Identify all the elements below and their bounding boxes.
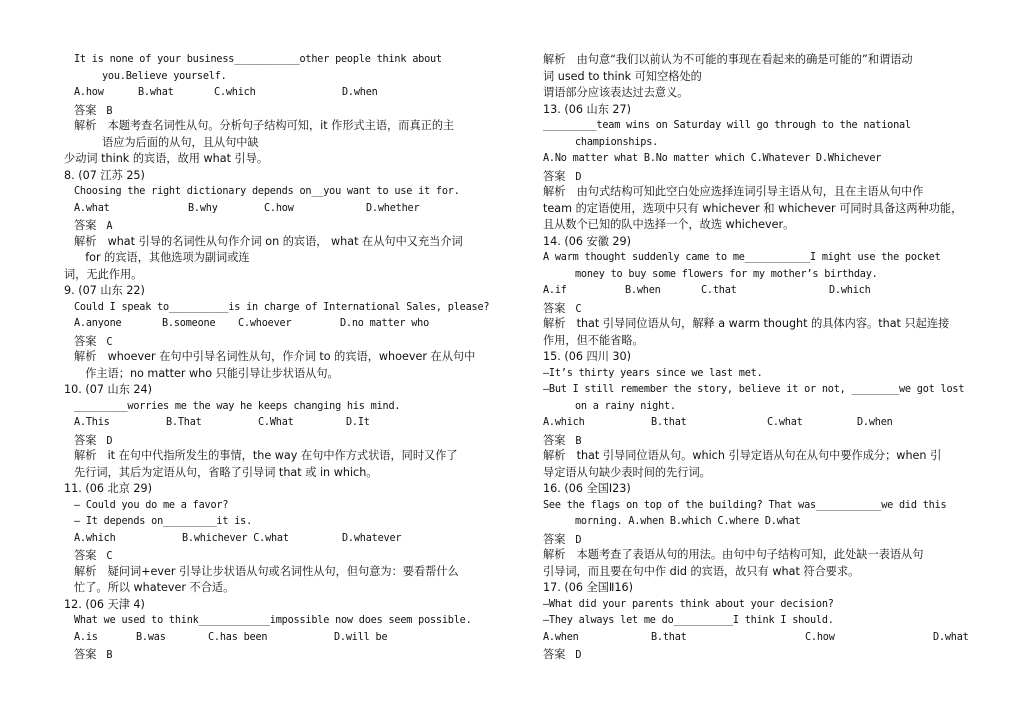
question-line: A.No matter what B.No matter which C.Whatever D.Whichever [543, 153, 882, 164]
explanation-line: 忙了。所以 whatever 不合适。 [74, 581, 235, 594]
answer-options [64, 85, 512, 102]
answer-options [64, 531, 512, 548]
answer-value: C [575, 303, 582, 315]
explanation-line: 解析 that 引导同位语从句。which 引导定语从句在从句中要作成分；when 引 [543, 449, 942, 462]
answer-value: B [106, 105, 113, 117]
question-line: money to buy some flowers for my mother’s birthday. [575, 268, 878, 280]
explanation-line: 作用，但不能省略。 [543, 333, 644, 347]
answer-label: 答案 [74, 103, 97, 117]
question-number: 10. (07 山东 24) [64, 383, 153, 396]
question-line: — It depends on_________it is. [74, 516, 253, 527]
answer-line [543, 531, 1005, 548]
explanation-line: 解析 that 引导同位语从句，解释 a warm thought 的具体内容。that 只起连接 [543, 317, 950, 330]
explanation-line: 解析 由句式结构可知此空白处应选择连词引导主语从句，且在主语从句中作 [543, 185, 924, 198]
answer-line [64, 547, 512, 564]
option-choice: B.was [136, 631, 166, 643]
explanation-line: 解析 由句意“我们以前认为不可能的事现在看起来的确是可能的”和谓语动 [543, 53, 913, 66]
answer-line [543, 300, 1005, 317]
option-choice: A.This [74, 417, 110, 428]
question-line: you.Believe yourself. [102, 70, 227, 82]
answer-value: B [575, 435, 582, 447]
question-number: 11. (06 北京 29) [64, 482, 153, 495]
explanation-line: for 的宾语，其他选项为副词或连 [74, 251, 250, 264]
option-choice: C.which [214, 87, 256, 98]
explanation-line: 少动词 think 的宾语，故用 what 引导。 [64, 152, 269, 165]
question-line: —They always let me do__________I think I should. [543, 615, 834, 626]
question-line: morning. A.when B.which C.where D.what [575, 516, 801, 527]
answer-line [64, 646, 512, 663]
option-choice: D.whether [366, 202, 420, 214]
option-choice: A.which [74, 532, 116, 544]
answer-line [64, 217, 512, 234]
answer-value: B [106, 650, 113, 661]
option-choice: D.It [346, 417, 370, 428]
option-choice: C.what [767, 417, 803, 428]
explanation-line: 词，无此作用。 [64, 267, 143, 281]
option-choice: C.that [701, 285, 737, 296]
left-column [64, 52, 512, 663]
explanation-line: 解析 本题考查了表语从句的用法。由句中句子结构可知，此处缺一表语从句 [543, 548, 924, 561]
explanation-line: 解析 what 引导的名词性从句作介词 on 的宾语， what 在从句中又充当介词 [74, 234, 463, 248]
answer-options [543, 630, 1005, 647]
answer-value: C [106, 336, 113, 348]
option-choice: D.when [342, 87, 378, 98]
question-line: Could I speak to__________is in charge of International Sales, please? [74, 301, 490, 313]
option-choice: B.when [625, 285, 661, 296]
option-choice: C.how [264, 202, 294, 214]
answer-options [64, 201, 512, 218]
option-choice: A.when [543, 631, 579, 643]
answer-options [64, 630, 512, 647]
option-choice: D.when [857, 417, 893, 428]
answer-label: 答案 [74, 334, 97, 348]
answer-value: C [106, 551, 113, 562]
option-choice: B.that [651, 631, 687, 643]
answer-label: 答案 [543, 532, 566, 546]
answer-value: D [575, 171, 582, 183]
answer-label: 答案 [543, 433, 566, 447]
explanation-line: 解析 本题考查名词性从句。分析句子结构可知，it 作形式主语，而真正的主 [74, 119, 455, 132]
explanation-line: 解析 whoever 在句中引导名词性从句，作介词 to 的宾语，whoever 在从句中 [74, 350, 476, 363]
answer-value: D [575, 534, 582, 546]
option-choice: B.whichever C.what [182, 532, 289, 544]
question-number: 13. (06 山东 27) [543, 102, 632, 116]
answer-label: 答案 [543, 648, 566, 661]
explanation-line: 先行词，其后为定语从句，省略了引导词 that 或 in which。 [74, 465, 378, 479]
explanation-line: team 的定语使用，选项中只有 whichever 和 whichever 可同时具备这两种功能， [543, 201, 963, 215]
question-line: — Could you do me a favor? [74, 499, 229, 511]
question-number: 9. (07 山东 22) [64, 284, 145, 297]
question-line: What we used to think____________impossible now does seem possible. [74, 615, 472, 626]
question-line: —It’s thirty years since we last met. [543, 367, 763, 379]
option-choice: D.what [933, 631, 969, 643]
explanation-line: 导定语从句缺少表时间的先行词。 [543, 465, 711, 479]
question-line: championships. [575, 136, 659, 148]
option-choice: C.What [258, 417, 294, 428]
option-choice: B.what [138, 87, 174, 98]
answer-line [64, 432, 512, 449]
option-choice: A.what [74, 202, 110, 214]
question-line: _________worries me the way he keeps changing his mind. [74, 400, 401, 412]
question-line: on a rainy night. [575, 400, 676, 412]
question-line: —But I still remember the story, believe it or not, ________we got lost [543, 384, 965, 395]
answer-label: 答案 [74, 219, 97, 232]
answer-label: 答案 [74, 433, 97, 447]
option-choice: D.which [829, 285, 871, 296]
answer-options [64, 415, 512, 432]
explanation-line: 解析 it 在句中代指所发生的事情，the way 在句中作方式状语，同时又作了 [74, 449, 458, 462]
answer-line [543, 168, 1005, 185]
answer-label: 答案 [543, 169, 566, 183]
option-choice: C.has been [208, 631, 268, 643]
answer-options [543, 283, 1005, 300]
explanation-line: 谓语部分应该表达过去意义。 [543, 86, 689, 99]
question-number: 12. (06 天津 4) [64, 597, 145, 611]
question-number: 14. (06 安徽 29) [543, 234, 632, 248]
option-choice: A.how [74, 87, 104, 98]
option-choice: D.will be [334, 631, 388, 643]
answer-label: 答案 [74, 549, 97, 562]
option-choice: B.That [166, 417, 202, 428]
question-line: A warm thought suddenly came to me___________I might use the pocket [543, 252, 941, 263]
question-number: 15. (06 四川 30) [543, 350, 632, 363]
question-line: —What did your parents think about your decision? [543, 598, 834, 610]
question-number: 16. (06 全国Ⅰ23) [543, 482, 631, 495]
option-choice: B.why [188, 202, 218, 214]
answer-options [64, 316, 512, 333]
explanation-line: 语应为后面的从句，且从句中缺 [102, 135, 259, 149]
explanation-line: 作主语；no matter who 只能引导让步状语从句。 [74, 366, 339, 380]
answer-line [543, 432, 1005, 449]
option-choice: A.is [74, 631, 98, 643]
option-choice: A.if [543, 285, 567, 296]
answer-value: D [106, 435, 113, 447]
question-line: See the flags on top of the building? That was___________we did this [543, 499, 947, 511]
option-choice: C.whoever [238, 318, 292, 329]
option-choice: A.which [543, 417, 585, 428]
option-choice: D.whatever [342, 532, 402, 544]
answer-line [543, 646, 1005, 663]
explanation-line: 解析 疑问词+ever 引导让步状语从句或名词性从句，但句意为：要看帮什么 [74, 564, 459, 578]
answer-value: A [106, 221, 113, 232]
explanation-line: 词 used to think 可知空格处的 [543, 69, 702, 83]
option-choice: C.how [805, 631, 835, 643]
answer-label: 答案 [74, 648, 97, 661]
question-number: 8. (07 江苏 25) [64, 168, 145, 182]
question-number: 17. (06 全国Ⅱ16) [543, 581, 633, 594]
question-line: Choosing the right dictionary depends on__you want to use it for. [74, 186, 460, 197]
answer-line [64, 102, 512, 119]
answer-label: 答案 [543, 301, 566, 315]
question-line: It is none of your business___________other people think about [74, 54, 442, 65]
answer-line [64, 333, 512, 350]
answer-options [543, 415, 1005, 432]
explanation-line: 引导词，而且要在句中作 did 的宾语，故只有 what 符合要求。 [543, 564, 860, 578]
option-choice: B.someone [162, 318, 216, 329]
option-choice: B.that [651, 417, 687, 428]
explanation-line: 且从数个已知的队中选择一个，故选 whichever。 [543, 218, 795, 231]
option-choice: D.no matter who [340, 318, 430, 329]
option-choice: A.anyone [74, 318, 122, 329]
right-column [543, 52, 1005, 663]
question-line: _________team wins on Saturday will go through to the national [543, 120, 911, 131]
answer-value: D [575, 650, 582, 661]
